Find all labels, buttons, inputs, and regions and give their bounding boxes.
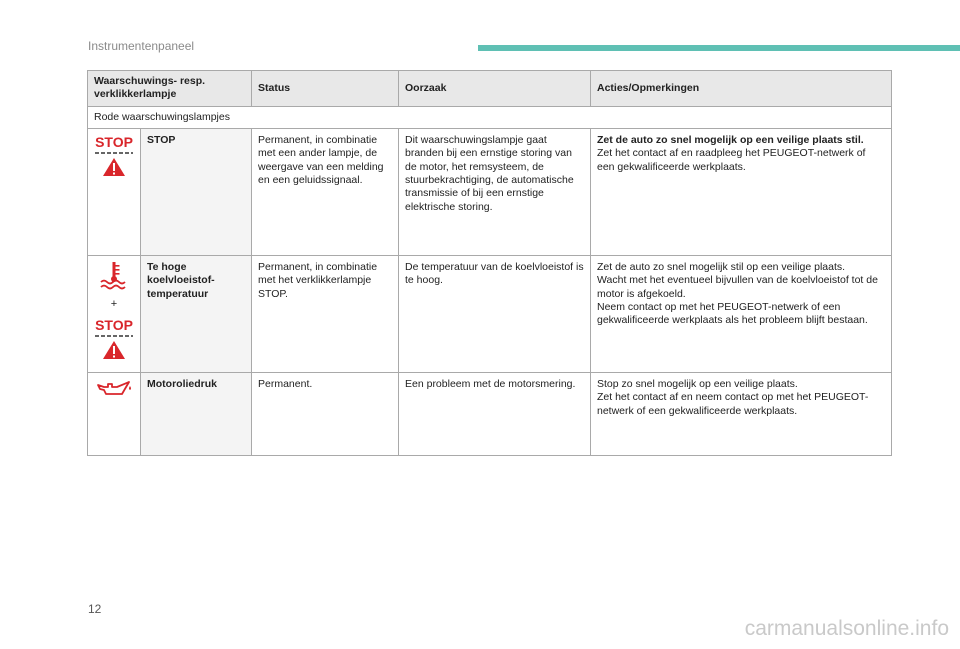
cause-cell: Dit waarschuwingslampje gaat branden bij een ernstige storing van de motor, het remsysteem, de stuurbekrachtiging, de automatische transmissie of bij een ernstige elektrische storing. <box>399 128 591 255</box>
cause-cell: Een probleem met de motorsmering. <box>399 372 591 455</box>
icon-cell <box>88 255 141 372</box>
page-number: 12 <box>88 602 102 616</box>
column-header-lamp: Waarschuwings- resp. verklikkerlampje <box>88 71 252 107</box>
light-name: STOP <box>141 128 252 255</box>
action-text: Zet het contact af en raadpleeg het PEUGEOT-netwerk of een gekwalificeerde werkplaats. <box>597 147 866 173</box>
actions-cell <box>591 372 892 455</box>
group-row <box>88 106 892 128</box>
icon-cell <box>88 372 141 455</box>
column-header-status: Status <box>252 71 399 107</box>
action-line: Zet het contact af en neem contact op met het PEUGEOT-netwerk of een gekwalificeerde werkplaats. <box>597 391 869 417</box>
icon-cell <box>88 128 141 255</box>
watermark: carmanualsonline.info <box>744 617 949 640</box>
table-row <box>88 372 892 455</box>
icon-plus: + <box>110 297 118 310</box>
actions-cell <box>591 128 892 255</box>
group-label: Rode waarschuwingslampjes <box>88 106 892 128</box>
action-line: Stop zo snel mogelijk op een veilige plaats. <box>597 377 798 390</box>
status-cell: Permanent, in combinatie met een ander lampje, de weergave van een melding en een geluidssignaal. <box>252 128 399 255</box>
stop-warning-icon <box>92 133 136 179</box>
warning-lights-table <box>87 70 892 456</box>
stop-icon-text: STOP <box>95 133 133 150</box>
column-header-actions: Acties/Opmerkingen <box>591 71 892 107</box>
action-line: Neem contact op met het PEUGEOT-netwerk of een gekwalificeerde werkplaats als het probleem blijft bestaan. <box>597 300 868 327</box>
light-name: Te hoge koelvloeistof-temperatuur <box>141 255 252 372</box>
light-name: Motoroliedruk <box>141 372 252 455</box>
section-title: Instrumentenpaneel <box>88 39 195 53</box>
action-emphasis: Zet de auto zo snel mogelijk op een veilige plaats stil. <box>597 133 864 146</box>
oil-pressure-icon <box>94 377 134 401</box>
coolant-temperature-icon <box>96 260 132 292</box>
stop-icon-text: STOP <box>95 316 133 333</box>
action-line: Wacht met het eventueel bijvullen van de koelvloeistof tot de motor is afgekoeld. <box>597 274 878 300</box>
status-cell: Permanent. <box>252 372 399 455</box>
cause-cell: De temperatuur van de koelvloeistof is te hoog. <box>399 255 591 372</box>
status-cell: Permanent, in combinatie met het verklikkerlampje STOP. <box>252 255 399 372</box>
table-row <box>88 128 892 255</box>
stop-warning-icon <box>92 316 136 362</box>
column-header-cause: Oorzaak <box>399 71 591 107</box>
actions-cell <box>591 255 892 372</box>
section-accent-bar <box>478 45 960 51</box>
action-line: Zet de auto zo snel mogelijk stil op een veilige plaats. <box>597 260 846 273</box>
table-row <box>88 255 892 372</box>
table-header-row <box>88 71 892 107</box>
